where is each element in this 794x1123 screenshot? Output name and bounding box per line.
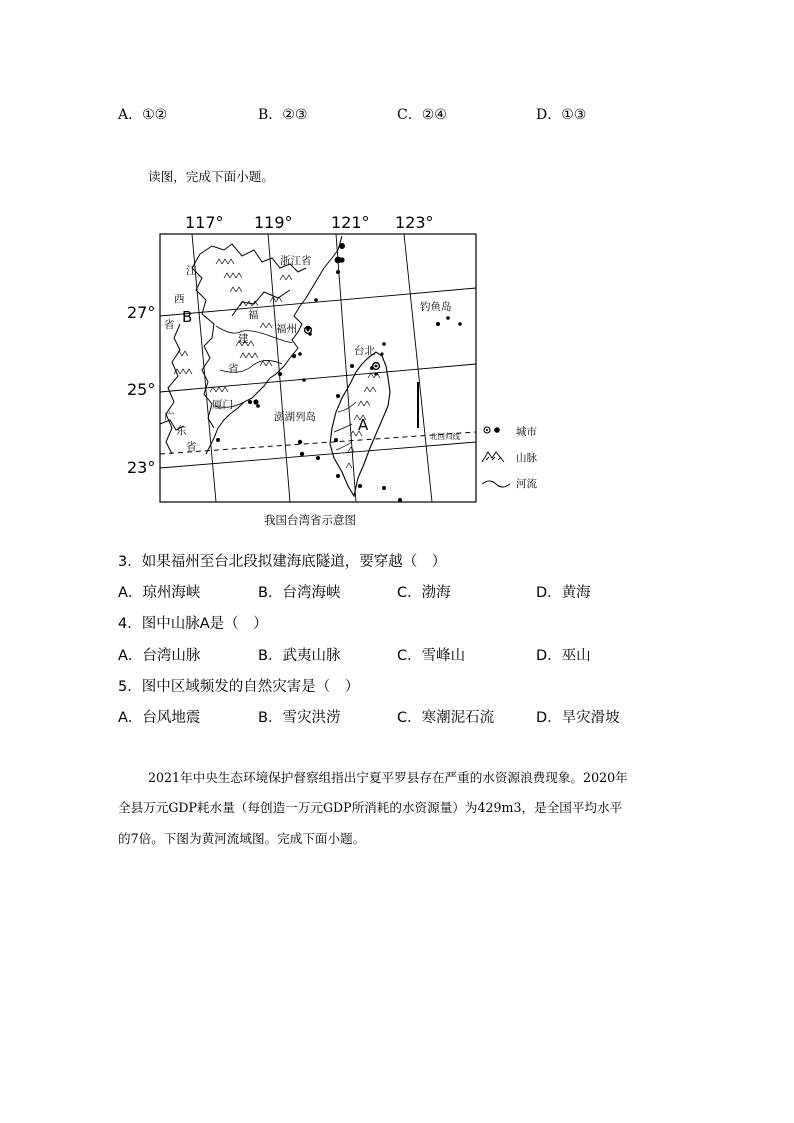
legend-river-label: 河流: [516, 478, 537, 490]
label-jiangxi-1: 江: [186, 265, 197, 277]
lat-label-23: 23°: [127, 458, 156, 477]
map-caption: 我国台湾省示意图: [264, 513, 356, 527]
q3-option-c: C．渤海: [397, 585, 451, 601]
legend-river-icon: [482, 481, 510, 487]
label-guangdong-3: 省: [186, 441, 197, 453]
q4-option-b: B．武夷山脉: [258, 648, 341, 664]
intro-text: 读图，完成下面小题。: [148, 169, 274, 184]
taiwan-map: [120, 206, 560, 536]
option-value: ①③: [561, 107, 587, 123]
option-letter: A．: [118, 107, 143, 123]
label-taipei: 台北: [354, 345, 375, 357]
city-markers: [253, 243, 379, 405]
label-fujian-1: 福: [248, 309, 259, 321]
paragraph-line-2: 全县万元GDP耗水量（每创造一万元GDP所消耗的水资源量）为429m3，是全国平均水平: [118, 800, 623, 815]
label-mark-b: B: [182, 308, 193, 326]
label-penghu: 澎湖列岛: [274, 411, 316, 423]
option-letter: B．: [258, 107, 283, 123]
q3-option-a: A．琼州海峡: [118, 585, 201, 601]
legend-mountain-label: 山脉: [516, 452, 537, 464]
rivers: [214, 326, 292, 407]
q4-option-d: D．巫山: [536, 648, 591, 664]
option-value: ②③: [282, 107, 308, 123]
label-mark-a: A: [358, 416, 369, 434]
label-tropic: 北回归线: [430, 432, 460, 441]
lon-label-117: 117°: [185, 213, 224, 232]
label-fujian-2: 建: [238, 333, 249, 345]
paragraph-line-1: 2021年中央生态环境保护督察组指出宁夏平罗县存在严重的水资源浪费现象。2020年: [148, 770, 628, 785]
q4-option-c: C．雪峰山: [397, 648, 466, 664]
lon-label-119: 119°: [254, 213, 293, 232]
q5-option-b: B．雪灾洪涝: [258, 710, 341, 726]
label-xiamen: 厦门: [212, 399, 233, 411]
q3-option-d: D．黄海: [536, 585, 591, 601]
legend-city-label: 城市: [516, 426, 537, 438]
map-legend: [482, 425, 537, 490]
lon-label-121: 121°: [331, 213, 370, 232]
option-value: ①②: [142, 107, 168, 123]
label-jiangxi-3: 省: [164, 319, 175, 331]
q5-option-d: D．旱灾滑坡: [536, 710, 620, 726]
paragraph-line-3: 的7倍。下图为黄河流域图。完成下面小题。: [118, 831, 366, 846]
q4-option-a: A．台湾山脉: [118, 648, 201, 664]
option-d: [536, 104, 586, 124]
islands: [216, 257, 462, 502]
option-b: [258, 104, 307, 124]
lat-label-25: 25°: [127, 380, 156, 399]
label-guangdong-1: 广: [164, 411, 175, 423]
option-value: ②④: [421, 107, 447, 123]
legend-mountain-icon: [482, 452, 504, 462]
option-a: [118, 104, 167, 124]
option-letter: D．: [536, 107, 562, 123]
option-letter: C．: [397, 107, 422, 123]
question-5-stem: 5．图中区域频发的自然灾害是（ ）: [118, 679, 360, 695]
question-3-stem: 3．如果福州至台北段拟建海底隧道，要穿越（ ）: [118, 554, 447, 570]
lat-label-27: 27°: [127, 303, 156, 322]
option-c: [397, 104, 447, 124]
label-jiangxi-2: 西: [174, 293, 185, 305]
label-diaoyu: 钓鱼岛: [420, 301, 452, 313]
label-guangdong-2: 东: [176, 425, 187, 437]
lon-label-123: 123°: [395, 213, 434, 232]
question-4-stem: 4．图中山脉A是（ ）: [118, 616, 268, 632]
label-fuzhou: 福州: [276, 323, 297, 335]
label-zhejiang: 浙江省: [280, 255, 312, 267]
q5-option-c: C．寒潮泥石流: [397, 710, 495, 726]
q3-option-b: B．台湾海峡: [258, 585, 341, 601]
label-fujian-3: 省: [228, 363, 239, 375]
graticule: [160, 234, 476, 502]
q5-option-a: A．台风地震: [118, 710, 201, 726]
